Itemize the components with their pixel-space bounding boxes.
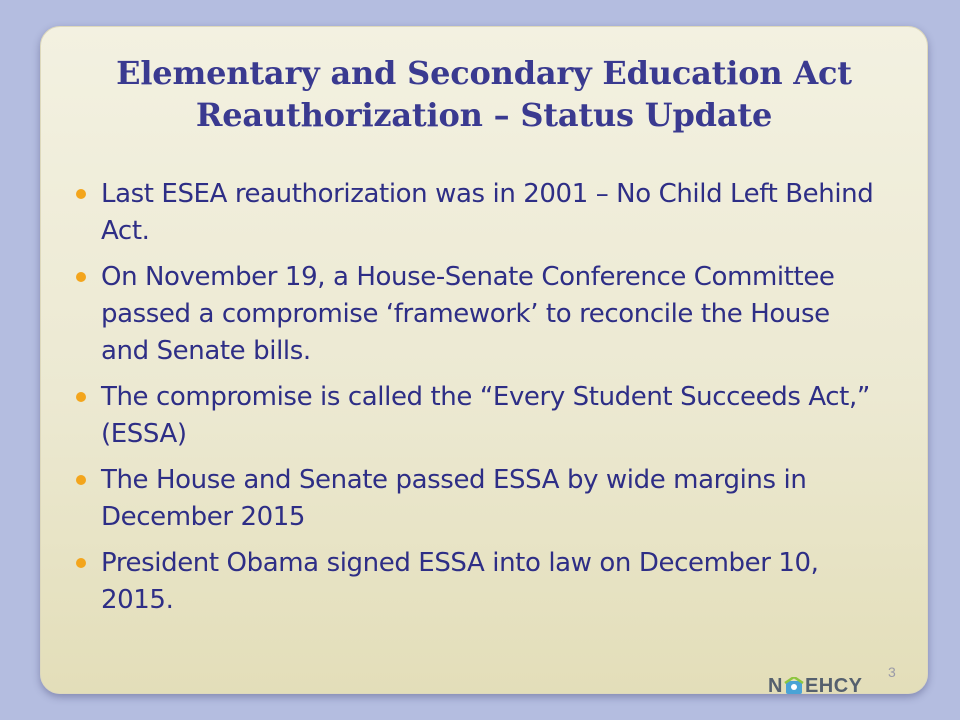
naehcy-logo-mark-icon [784,677,804,695]
bullet-item [76,462,876,536]
bullet-text: The House and Senate passed ESSA by wide margins in December 2015 [101,465,807,532]
logo-letter-n: N [768,674,783,697]
slide-title [40,52,928,136]
bullet-dot-icon [76,558,86,568]
slide-title-line-2: Reauthorization – Status Update [195,96,773,134]
bullet-list [76,176,876,628]
page-number: 3 [888,664,896,680]
bullet-item [76,259,876,370]
bullet-item [76,545,876,619]
logo-letters-ehcy: EHCY [804,674,863,697]
slide-title-line-1: Elementary and Secondary Education Act [116,54,852,92]
bullet-text: Last ESEA reauthorization was in 2001 – No Child Left Behind Act. [101,179,874,246]
bullet-dot-icon [76,272,86,282]
bullet-text: President Obama signed ESSA into law on December 10, 2015. [101,548,819,615]
bullet-dot-icon [76,392,86,402]
bullet-dot-icon [76,189,86,199]
bullet-dot-icon [76,475,86,485]
bullet-text: The compromise is called the “Every Student Succeeds Act,” (ESSA) [101,382,870,449]
naehcy-logo [768,674,863,698]
bullet-item [76,176,876,250]
bullet-text: On November 19, a House-Senate Conference Committee passed a compromise ‘framework’ to reconcile the House and Senate bills. [101,262,835,366]
bullet-item [76,379,876,453]
